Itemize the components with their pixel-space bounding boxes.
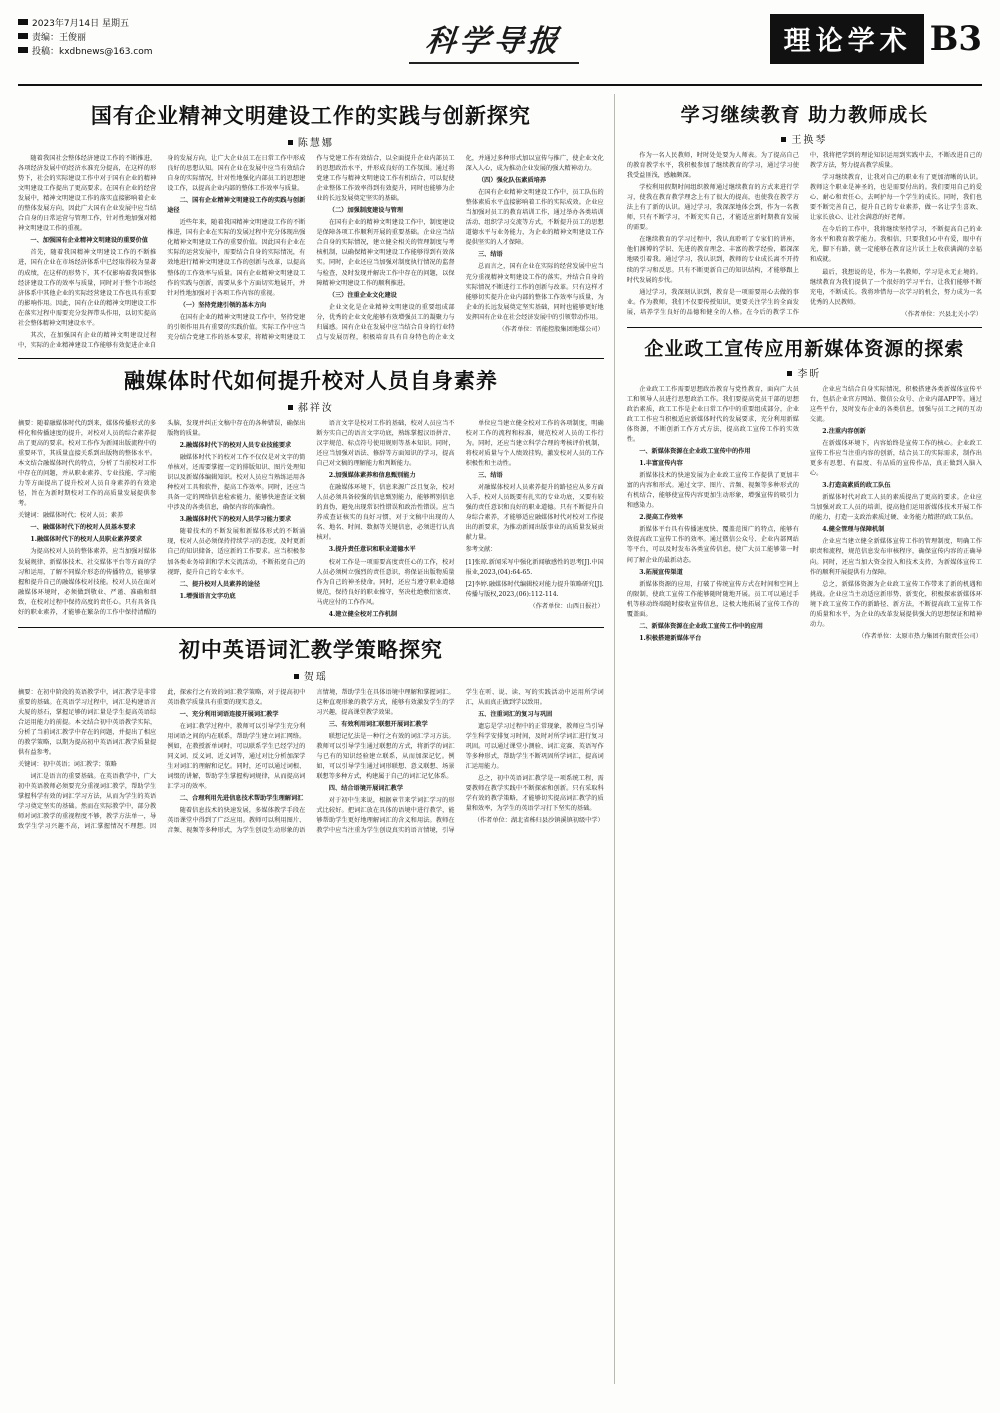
article-3-author: 贺瑶 bbox=[303, 671, 328, 683]
article-5-author: 李昕 bbox=[797, 368, 822, 380]
paragraph: 作为一名人民教师，时时处处要为人师表。为了提高自己的教育教学水平，我积极参加了继续教育的学习，通过学习使我受益匪浅，感触颇深。 bbox=[626, 152, 799, 180]
paragraph: 最后，我想说的是，作为一名教师，学习是永无止境的。继续教育为我们提供了一个很好的学习平台，让我们能够不断充电，不断成长。我将珍惜每一次学习的机会，努力成为一名优秀的人民教师。 bbox=[809, 268, 982, 306]
article-2-byline bbox=[18, 399, 604, 414]
paragraph: 企业应当结合自身实际情况，积极搭建各类新媒体宣传平台，包括企业官方网站、微信公众号、企业内部APP等。通过这些平台，及时发布企业的各类信息，加强与员工之间的互动交流。 bbox=[809, 385, 982, 423]
article-4-title: 学习继续教育 助力教师成长 bbox=[680, 104, 929, 126]
paragraph: 校对工作是一项需要高度责任心的工作，校对人员必须树立强烈的责任意识，将保证出版物质量作为自己的神圣使命。同时，还应当遵守职业道德规范，保持良好的职业操守，坚决杜绝敷衍塞责、马虎应付的工作作风。 bbox=[316, 558, 455, 606]
page-body bbox=[18, 94, 982, 1384]
left-column-zone bbox=[18, 94, 615, 1384]
paragraph: 遗忘是学习过程中的正常现象，教师应当引导学生科学安排复习时间，及时对所学词汇进行复习巩固。可以通过课堂小测验、词汇竞赛、英语写作等多种形式，帮助学生不断巩固所学词汇，提高词汇运用能力。 bbox=[465, 722, 604, 771]
paragraph: 3.拓展宣传渠道 bbox=[639, 568, 683, 576]
masthead-info bbox=[18, 14, 218, 60]
article-2-body bbox=[18, 419, 604, 620]
paragraph: 联想记忆法是一种行之有效的词汇学习方法。教师可以引导学生通过联想的方式，将新学的词汇与已有的知识经验建立联系，从而加深记忆。例如，可以引导学生通过词形联想、意义联想、场景联想等多种方式，构建属于自己的词汇记忆体系。 bbox=[316, 732, 455, 781]
square-icon bbox=[288, 140, 293, 145]
paragraph: （二）加强制度建设与管理 bbox=[328, 207, 404, 215]
page-number: B3 bbox=[929, 19, 982, 59]
paragraph: 3.融媒体时代下的校对人员学习能力要求 bbox=[179, 516, 292, 524]
paragraph: 在国有企业的精神文明建设工作中，制度建设是保障各项工作顺利开展的重要基础。企业应当结合自身的实际情况，建立健全相关的管理制度与考核机制，以确保精神文明建设工作能够得到有效落实。同时，企业还应当加强对制度执行情况的监督与检查，及时发现并解决工作中存在的问题，以保障精神文明建设工作的顺利推进。 bbox=[316, 219, 455, 287]
article-1 bbox=[18, 100, 604, 351]
paragraph: 语言文字是校对工作的基础，校对人员应当不断夯实自己的语言文字功底，熟练掌握汉语拼音、汉字规范、标点符号使用规则等基本知识。同时，还应当加强对语法、修辞等方面知识的学习，提高自己对文稿的理解能力和判断能力。 bbox=[316, 419, 455, 468]
nameplate-underline bbox=[409, 62, 579, 64]
square-icon bbox=[787, 371, 792, 376]
paragraph: 在今后的工作中，我将继续坚持学习，不断提高自己的业务水平和教育教学能力。我相信，只要我们心中有爱，眼中有光，脚下有路，就一定能够在教育这片沃土上收获满满的幸福和成就。 bbox=[809, 226, 982, 264]
article-2-title: 融媒体时代如何提升校对人员自身素养 bbox=[123, 367, 498, 393]
paragraph: 其次，在加强国有企业的精神文明建设过程中，实际的企业精神建设工作能够有效促进企业自身的发展方向，让广大企业员工在日常工作中形成良好的思想认知。国有企业在发展中应当有效结合自身的实际情况，针对性地强化内部员工的思想建设工作，以提高企业内部的整体工作效率与质量。 bbox=[18, 155, 306, 349]
reference-item: [1]张琼.新闻采写中强化新闻敏感性的思考[J].中国报业,2023,(04):64-65. bbox=[465, 558, 604, 576]
paragraph: 二、提升校对人员素养的途径 bbox=[179, 580, 261, 588]
paragraph: 3.打造高素质的政工队伍 bbox=[822, 482, 891, 490]
article-5-body bbox=[627, 385, 982, 645]
paragraph: 三、结语 bbox=[477, 472, 503, 480]
paragraph: 四、结合语境开展词汇教学 bbox=[328, 785, 404, 793]
paragraph: 4.建立健全校对工作机制 bbox=[328, 610, 398, 618]
article-1-body bbox=[18, 154, 604, 351]
paragraph: 1.积极搭建新媒体平台 bbox=[639, 634, 702, 642]
article-1-source: （作者单位：晋能控股集团地煤公司） bbox=[498, 325, 604, 333]
paragraph: 通过学习，我深刻认识到，教育是一项需要用心去做的事业。作为教师，我们不仅要传授知识，更要关注学生的全面发展，培养学生良好的品德和健全的人格。在今后的教学工作中，我将把学到的理论知识运用到实践中去，不断改进自己的教学方法，努力提高教学质量。 bbox=[626, 152, 982, 316]
paragraph-keywords: 关键词：初中英语；词汇教学；策略 bbox=[18, 761, 117, 769]
article-4-author: 王换琴 bbox=[791, 135, 828, 146]
masthead bbox=[18, 14, 982, 82]
paper-name: 科学导报 bbox=[423, 24, 564, 59]
paragraph: （四）强化队伍素质培养 bbox=[477, 177, 547, 185]
bullet-icon bbox=[18, 33, 28, 39]
paper-nameplate bbox=[218, 14, 770, 64]
section-name: 理论学术 bbox=[770, 14, 924, 64]
article-4-byline bbox=[627, 131, 982, 146]
article-2-author: 郝祥汝 bbox=[297, 402, 334, 414]
paragraph: （一）坚持党建引领的基本方向 bbox=[179, 301, 267, 309]
paragraph: 融媒体时代下的校对工作不仅仅是对文字的简单核对，还需要掌握一定的排版知识、图片处理知识以及新媒体编辑知识。校对人员应当熟练运用各种校对工具和软件，提高工作效率。同时，还应当具备一定的网络信息检索能力，能够快速查证文稿中涉及的各类信息，确保内容的准确性。 bbox=[167, 454, 306, 512]
bullet-icon bbox=[18, 19, 28, 25]
article-2 bbox=[18, 365, 604, 620]
paragraph: 总之，初中英语词汇教学是一项系统工程，需要教师在教学实践中不断探索和创新。只有采取科学有效的教学策略，才能够切实提高词汇教学的质量和效率，为学生的英语学习打下坚实的基础。 bbox=[465, 775, 604, 813]
paragraph: 一、充分利用词语连接开展词汇教学 bbox=[179, 710, 279, 718]
article-1-byline bbox=[18, 134, 604, 149]
article-5-source: （作者单位：太原市热力集团有限责任公司） bbox=[858, 632, 982, 640]
references-heading: 参考文献： bbox=[465, 546, 497, 554]
article-divider bbox=[18, 627, 604, 628]
page-title: 国有企业精神文明建设工作的实践与创新探究 bbox=[90, 103, 531, 128]
article-5 bbox=[627, 334, 982, 645]
paragraph: 对融媒体校对人员素养提升的路径应从多方面入手，校对人员既要有扎实的专业功底，又要有较强的责任意识和良好的职业道德。只有不断提升自身综合素养，才能够适应融媒体时代对校对工作提出的新要求，为推动新闻出版事业的高质量发展贡献力量。 bbox=[465, 484, 604, 542]
paragraph: 企业文化是企业精神文明建设的重要组成部分，优秀的企业文化能够有效增强员工的凝聚力与归属感。国有企业在发展中应当结合自身的行业特点与发展历程，积极培育具有自身特色的企业文化，并通过多种形式加以宣传与推广，使企业文化深入人心，成为推动企业发展的强大精神动力。 bbox=[316, 155, 604, 341]
paragraph: 4.健全管理与保障机制 bbox=[822, 526, 885, 534]
paragraph: 企业政工工作需要思想政治教育与党性教育，面向广大员工和领导人员进行思想政治工作。我们要提高党员干部的思想政治素质，政工工作是企业日常工作中的重要组成部分，企业政工工作应当积极适应新媒体时代的发展要求，充分利用新媒体资源，不断创新工作方式方法，提高政工宣传工作的实效性。 bbox=[626, 385, 799, 443]
article-4-source: （作者单位：兴县北关小学） bbox=[901, 310, 982, 318]
reference-item: [2]李婷.融媒体时代编辑校对能力提升策略研究[J].传播与版权,2023,(06):112-114. bbox=[465, 580, 604, 598]
paragraph: 随着我国社会整体经济建设工作的不断推进，各项经济发展中的经济水准充分提高，在这样的形势下，社会的实际建设工作中对于国有企业的精神文明建设工作提出了更高要求。在国有企业的经营发展中，精神文明建设工作的落实直接影响着企业的整体发展方向，因此广大国有企业发展中应当结合自身的日常运营与管理工作，针对性地加强对精神文明建设工作的重视。 bbox=[18, 155, 157, 233]
article-5-byline bbox=[627, 365, 982, 380]
paragraph: 3.提升责任意识和职业道德水平 bbox=[328, 546, 416, 554]
paragraph-abstract: 摘要：在初中阶段的英语教学中，词汇教学是非常重要的基础。在英语学习过程中，词汇是构建语言大厦的基石，掌握足够的词汇量是学生提高英语综合运用能力的前提。本文结合初中英语教学实际，分析了当前词汇教学中存在的问题，并提出了相应的教学策略，以期为提高初中英语词汇教学质量提供有益参考。 bbox=[18, 688, 157, 757]
article-divider bbox=[18, 358, 604, 359]
paragraph: 随着信息技术的快速发展，多媒体教学手段在英语课堂中得到了广泛应用。教师可以利用图片、音频、视频等多种形式，为学生创设生动形象的语言情境，帮助学生在具体语境中理解和掌握词汇。这种直观形象的教学方式，能够有效激发学生的学习兴趣，提高课堂教学效果。 bbox=[167, 688, 455, 835]
paragraph: 2.加强媒体素养和信息甄别能力 bbox=[328, 472, 416, 480]
article-3-source: （作者单位：湖北省秭归县沙镇溪镇初级中学） bbox=[473, 817, 604, 825]
publish-date: 2023年7月14日 星期五 bbox=[32, 19, 129, 29]
article-3-title: 初中英语词汇教学策略探究 bbox=[178, 636, 443, 662]
paragraph: 在继续教育的学习过程中，我认真聆听了专家们的讲座，他们渊博的学识、先进的教育理念、丰富的教学经验，都深深地吸引着我。通过学习，我认识到，教师的专业成长离不开持续的学习和反思。只有不断更新自己的知识结构，才能够跟上时代发展的步伐。 bbox=[626, 236, 799, 284]
paragraph: 一、加强国有企业精神文明建设的重要价值 bbox=[30, 237, 148, 245]
paragraph-keywords: 关键词：融媒体时代；校对人员；素养 bbox=[18, 512, 124, 520]
article-5-title: 企业政工宣传应用新媒体资源的探索 bbox=[644, 337, 965, 360]
paragraph: 词汇是语言的重要基础。在英语教学中，广大初中英语教师必须要充分重视词汇教学，帮助学生掌握科学有效的词汇学习方法，从而为学生的英语学习奠定坚实的基础。然而在实际教学中，部分教师对词汇教学的重视程度不够，教学方法单一，导致学生学习兴趣不高，词汇掌握情况不理想。因此，探索行之有效的词汇教学策略，对于提高初中英语教学质量具有重要的现实意义。 bbox=[18, 688, 306, 831]
paragraph: 一、融媒体时代下的校对人员基本要求 bbox=[30, 524, 136, 532]
paragraph: 企业应当建立健全新媒体宣传工作的管理制度，明确工作职责和流程，规范信息发布审核程序，确保宣传内容的正确导向。同时，还应当加大资金投入和技术支持，为新媒体宣传工作的顺利开展提供有力保障。 bbox=[809, 538, 982, 576]
article-2-source: （作者单位：山西日报社） bbox=[529, 602, 604, 610]
article-3-body bbox=[18, 688, 604, 837]
article-4 bbox=[627, 100, 982, 320]
submission-email: 投稿：kxdbnews@163.com bbox=[32, 46, 153, 57]
paragraph: 三、有效利用词汇联想开展词汇教学 bbox=[328, 720, 428, 728]
paragraph: 学校利用假期时间组织教师通过继续教育的方式来进行学习，使我在教育教学理念上有了很大的提高，也使我在教学方法上有了新的认识。通过学习，我深深地体会到，作为一名教师，只有不断学习，不断充实自己，才能适应新时期教育发展的需要。 bbox=[626, 184, 799, 232]
square-icon bbox=[294, 674, 299, 679]
paragraph: 2.融媒体时代下的校对人员专业技能要求 bbox=[179, 441, 292, 449]
right-column-zone bbox=[615, 94, 982, 1384]
paragraph-abstract: 摘要：随着融媒体时代的到来，媒体传播形式的多样化和传播速度的提升，对校对人员的综合素养提出了更高的要求。校对工作作为新闻出版流程中的重要环节，其质量直接关系到出版物的整体水平。本文结合融媒体时代的特点，分析了当前校对工作中存在的问题，并从职业素养、专业技能、学习能力等方面提出了提升校对人员自身素养的有效途径，旨在为新时期校对工作的高质量发展提供参考。 bbox=[18, 419, 157, 508]
paragraph: 二、国有企业精神文明建设工作的实践与创新途径 bbox=[167, 197, 306, 215]
paragraph: 二、合理利用先进信息技术帮助学生理解词汇 bbox=[179, 795, 304, 803]
paragraph: 新媒体资源的应用，打破了传统宣传方式在时间和空间上的限制，使政工宣传工作能够随时随地开展。员工可以通过手机等移动终端随时接收宣传信息，这极大地拓展了宣传工作的覆盖面。 bbox=[626, 580, 799, 618]
paragraph: 近些年来，随着我国精神文明建设工作的不断推进，国有企业在实际的发展过程中充分体现出强化精神文明建设工作的重要价值。因此国有企业在实际的运营发展中，需要结合自身的实际情况，有效地进行精神文明建设工作的创新与改革，以提高整体的工作效率与质量。国有企业精神文明建设工作的实践与创新，需要从多个方面切实地展开，并针对性地加强对于各项工作内容的重视。 bbox=[167, 219, 306, 297]
bullet-icon bbox=[18, 47, 28, 53]
paragraph: 新媒体技术的快速发展为企业政工宣传工作提供了更加丰富的内容和形式。通过文字、图片、音频、视频等多种形式的有机结合，能够使宣传内容更加生动形象，增强宣传的吸引力和感染力。 bbox=[626, 472, 799, 510]
square-icon bbox=[781, 137, 786, 142]
paragraph: 随着技术的不断发展和新媒体形式的不断涌现，校对人员必须保持持续学习的态度，及时更新自己的知识储备，适应新的工作要求。应当积极参加各类业务培训和学术交流活动，不断拓宽自己的视野，提升自己的专业水平。 bbox=[167, 528, 306, 576]
masthead-rule bbox=[18, 84, 982, 86]
article-1-author: 陈慧娜 bbox=[297, 138, 334, 149]
paragraph: 三、结语 bbox=[477, 251, 503, 259]
paragraph: 1.增强语言文字功底 bbox=[179, 592, 236, 600]
paragraph: 单位应当建立健全校对工作的各项制度，明确校对工作的流程和标准，规范校对人员的工作行为。同时，还应当建立科学合理的考核评价机制，将校对质量与个人绩效挂钩，激发校对人员的工作积极性和主动性。 bbox=[465, 419, 604, 468]
paragraph: 在词汇教学过程中，教师可以引导学生充分利用词语之间的内在联系，帮助学生建立词汇网络。例如，在教授新单词时，可以联系学生已经学过的同义词、反义词、近义词等，通过对比分析加深学生对词汇的理解和记忆。同时，还可以通过词根、词缀的讲解，帮助学生掌握构词规律，从而提高词汇学习的效率。 bbox=[167, 722, 306, 791]
paragraph: 新媒体时代对政工人员的素质提出了更高的要求。企业应当加强对政工人员的培训，提高他们运用新媒体技术开展工作的能力，打造一支政治素质过硬、业务能力精湛的政工队伍。 bbox=[809, 494, 982, 522]
paragraph: 学习继续教育，让我对自己的职业有了更加清晰的认识。教师这个职业是神圣的，也是需要付出的。我们要用自己的爱心、耐心和责任心，去呵护每一个学生的成长。同时，我们也要不断完善自己，提升自己的专业素养，做一名让学生喜欢、让家长放心、让社会满意的好老师。 bbox=[809, 174, 982, 222]
article-3 bbox=[18, 634, 604, 837]
article-divider bbox=[627, 327, 982, 328]
paragraph: 为提高校对人员的整体素养，应当加强对媒体发展规律、新媒体技术、社交媒体平台等方面的学习和运用，了解不同媒介形态的传播特点，能够掌握和提升自己的融媒体校对技能。校对人员在面对融媒体环境时，必须做到敬业、严谨、准确和细致，在校对过程中保持高度的责任心。只有具备良好的职业素养，才能够在繁杂的工作中保持清醒的头脑，发现并纠正文稿中存在的各种错误，确保出版物的质量。 bbox=[18, 419, 306, 616]
paragraph: 1.丰富宣传内容 bbox=[639, 460, 683, 468]
paragraph: 2.提高工作效率 bbox=[639, 514, 683, 522]
paragraph: 一、新媒体资源在企业政工宣传中的作用 bbox=[639, 448, 751, 456]
paragraph: 二、新媒体资源在企业政工宣传工作中的应用 bbox=[639, 622, 763, 630]
paragraph: 总之，新媒体资源为企业政工宣传工作带来了新的机遇和挑战。企业应当主动适应新形势、新变化，积极探索新媒体环境下政工宣传工作的新路径、新方法，不断提高政工宣传工作的质量和水平，为企业的改革发展提供强大的思想保证和精神动力。 bbox=[809, 580, 982, 628]
article-4-body bbox=[627, 151, 982, 320]
paragraph: 在国有企业的精神文明建设工作中，坚持党建的引领作用具有重要的实践价值。实际工作中应当充分结合党建工作的基本要求，将精神文明建设工作与党建工作有效结合，以全面提升企业内部员工的思想政治水平，并形成良好的工作氛围。通过将党建工作与精神文明建设工作有机结合，可以促使企业整体工作效率得到有效提升，同时也能够为企业的长远发展奠定坚实的基础。 bbox=[167, 155, 455, 341]
paragraph: 新媒体平台具有传播速度快、覆盖范围广的特点，能够有效提高政工宣传工作的效率。通过微信公众号、企业内部网站等平台，可以及时发布各类宣传信息，使广大员工能够第一时间了解企业的最新动态。 bbox=[626, 526, 799, 564]
article-3-byline bbox=[18, 668, 604, 683]
paragraph: 总而言之，国有企业在实际的经营发展中应当充分重视精神文明建设工作的落实，并结合自身的实际情况不断进行工作的创新与改革。只有这样才能够切实提升企业内部的整体工作效率与质量，为企业的长远发展奠定坚实基础，同时也能够更好地发挥国有企业在社会经济发展中的引领带动作用。 bbox=[465, 263, 604, 321]
paragraph: 首先，随着我国精神文明建设工作的不断推进，国有企业在市场经济体系中已经取得较为显著的成绩，在这样的形势下，其不仅影响着我国整体经济建设工作的效率与质量，同时对于整个市场经济体系中其他企业的实际经营建设工作也具有重要的影响作用。因此，国有企业的精神文明建设工作在落实过程中需要充分发挥带头作用，以切实提高社会整体精神文明建设水平。 bbox=[18, 249, 157, 327]
editor-name: 责编：王俊丽 bbox=[32, 32, 87, 43]
paragraph: 五、注重词汇的复习与巩固 bbox=[477, 710, 553, 718]
paragraph: 在国有企业精神文明建设工作中，员工队伍的整体素质水平直接影响着工作的实际成效。企业应当加强对员工的教育培训工作，通过举办各类培训活动、组织学习交流等方式，不断提升员工的思想道德水平与业务能力，为企业的精神文明建设工作提供坚实的人才保障。 bbox=[465, 189, 604, 247]
paragraph: 对于初中生来说，根据章节来学词汇学习的形式比较好。把词汇放在具体的语境中进行教学，能够帮助学生更好地理解词汇的含义和用法。教师在教学中应当注重为学生创设真实的语言情境，引导学生在听、说、读、写的实践活动中运用所学词汇，从而真正做到学以致用。 bbox=[316, 688, 604, 835]
paragraph: 1.融媒体时代下的校对人员职业素养要求 bbox=[30, 536, 143, 544]
paragraph: 在新媒体环境下，内容始终是宣传工作的核心。企业政工宣传工作应当注重内容的创新，结合员工的实际需求，制作出更多有思想、有温度、有品质的宣传作品，真正做到入脑入心。 bbox=[809, 439, 982, 478]
section-header bbox=[770, 14, 982, 64]
square-icon bbox=[288, 405, 293, 410]
paragraph: 在融媒体环境下，信息来源广泛且复杂，校对人员必须具备较强的信息甄别能力，能够辨别信息的真伪，避免出现常识性错误和政治性错误。应当养成查证核实的良好习惯，对于文稿中出现的人名、地名、时间、数据等关键信息，必须进行认真核对。 bbox=[316, 484, 455, 542]
paragraph: 2.注重内容创新 bbox=[822, 427, 866, 435]
paragraph: （三）注重企业文化建设 bbox=[328, 291, 397, 299]
